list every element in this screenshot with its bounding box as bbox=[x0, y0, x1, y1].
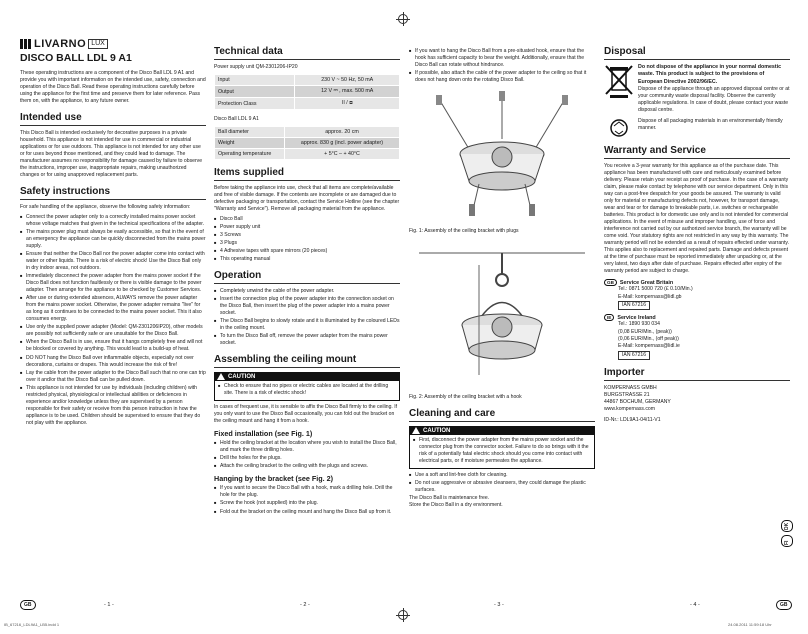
list-item: ■ This operating manual bbox=[214, 256, 400, 263]
caution-bar bbox=[409, 426, 595, 435]
technical-data-heading: Technical data bbox=[214, 46, 400, 60]
importer-line: 44867 BOCHUM, GERMANY bbox=[604, 399, 671, 406]
list-item: ■ The Disco Ball begins to slowly rotate and it is illuminated by the coloured LEDs in the ceiling mount. bbox=[214, 318, 400, 332]
hanging-list bbox=[214, 485, 400, 515]
assembly-heading: Assembling the ceiling mount bbox=[214, 354, 400, 368]
print-info-right: 24.08.2011 11:59:18 Uhr bbox=[728, 622, 772, 627]
list-item: ■ Connect the power adapter only to a correctly installed mains power socket whose voltage matches that given in the technical specifications of the adapter. bbox=[20, 214, 206, 228]
list-item: ■ Insert the connection plug of the power adapter into the connection socket on the Disco Ball, then insert the plug of the power adapter into a mains power socket. bbox=[214, 296, 400, 317]
intended-use-heading: Intended use bbox=[20, 112, 206, 126]
list-item: ■ 3 Screws bbox=[214, 232, 400, 239]
maintenance-text: The Disco Ball is maintenance free. bbox=[409, 495, 490, 502]
service-ie-heading: Service Ireland bbox=[617, 314, 656, 321]
table-row bbox=[215, 86, 400, 98]
tab-dk: DK bbox=[781, 520, 793, 532]
table-cell: approx. 20 cm bbox=[285, 127, 400, 138]
items-supplied-heading: Items supplied bbox=[214, 167, 400, 181]
brand-name: LIVARNO bbox=[34, 38, 87, 50]
page-number-3: - 3 - bbox=[494, 602, 504, 608]
disposal-weee bbox=[604, 64, 790, 114]
table-cell: Input bbox=[215, 75, 295, 86]
list-item: ■ When the Disco Ball is in use, ensure that it hangs completely free and will not be blocked or covered by anything. This would lead to a build-up of heat. bbox=[20, 339, 206, 353]
ie-badge: IE bbox=[604, 314, 614, 321]
table-cell: II / ⧈ bbox=[295, 98, 400, 110]
table-cell: approx. 830 g (incl. power adapter) bbox=[285, 138, 400, 149]
warning-icon bbox=[412, 427, 420, 434]
service-ie-rate-offpeak: (0,06 EUR/Min., (off peak)) bbox=[618, 336, 679, 343]
crossed-bin-icon bbox=[604, 64, 634, 98]
list-item: ■ After use or during extended absences, ALWAYS remove the power adapter from the mains power socket. Otherwise, the power adapter remains "live" for as long as it continues to be connected to the mains power socket. This it also consumes energy. bbox=[20, 295, 206, 323]
intended-use-text: This Disco Ball is intended exclusively for decorative purposes in a private household. This appliance is not intended for use in commercial or industrial applications or for use outdoors. This appliance is not intended for any other use or for uses beyond those mentioned, and they could lead to damage. The manufacturer assumes no responsibility for damage caused by failure to observe the instructions, improper use, inappropriate repairs, making unauthorized changes or for using unapproved replacement parts. bbox=[20, 130, 203, 179]
column-2 bbox=[214, 42, 400, 517]
list-item: ■ To turn the Disco Ball off, remove the power adapter from the mains power socket. bbox=[214, 333, 400, 347]
table-row bbox=[215, 127, 400, 138]
list-item: ■ Disco Ball bbox=[214, 216, 400, 223]
list-item: ■ DO NOT hang the Disco Ball over inflammable objects, especially not over decorations, curtains or drapes. This would increase the risk of fire! bbox=[20, 355, 206, 369]
figure-1-ceiling-bracket-plugs bbox=[409, 89, 595, 219]
service-gb-ian: IAN 67216 bbox=[618, 301, 650, 310]
disposal-bold-text: Do not dispose of the appliance in your normal domestic waste. This product is subject to the provisions of European Directive 2002/96/EC. bbox=[638, 64, 782, 85]
service-gb-heading: Service Great Britain bbox=[619, 279, 674, 286]
psu-label: Power supply unit QM-2301206-IP20 bbox=[214, 64, 298, 70]
table-row bbox=[215, 75, 400, 86]
list-item: ■ Do not use aggressive or abrasive cleansers, they could damage the plastic surfaces. bbox=[409, 480, 595, 494]
livarno-logo-icon bbox=[20, 39, 32, 49]
hook-list bbox=[409, 48, 595, 84]
warranty-text: You receive a 3-year warranty for this appliance as of the purchase date. This appliance has been manufactured with care and meticulously examined before delivery. Please retain your receipt as proof of purchase. In the case of a warranty claim, please make contact by telephone with our service department. Only in this way can a post-free despatch for your goods be assured. The warranty is valid only for material or manufacturing defects not, however, for transport damage, wear and tear or for damage to breakable parts, i.e. switches or rechargeable batteries. This product is for domestic use only and is not intended for commercial applications. In the event of misuse and improper handling, use of force and interference not carried out by our authorized service branch, the warranty will be come void. Your statutory rights are not restricted in any way by this warranty. The warranty period will not be extended as a result of repairs effected under warranty. This applies also to replacement and repaired parts. Damage and defects present at the time of purchase must be reported immediately after unpacking or, at the very latest, two days after date of purchase. Repairs effected after expiry of the warranty period are subject to charge. bbox=[604, 162, 789, 275]
list-item: ■ If possible, also attach the cable of the power adapter to the ceiling so that it does not hang down onto the rotating Disco Ball. bbox=[409, 70, 595, 84]
caution-box bbox=[409, 426, 595, 469]
packaging-text: Dispose of all packaging materials in an environmentally friendly manner. bbox=[638, 117, 783, 131]
warranty-heading: Warranty and Service bbox=[604, 145, 790, 159]
print-info-left: IB_67216_LDL9A1_LB5.indd 1 bbox=[4, 622, 60, 627]
operation-heading: Operation bbox=[214, 270, 400, 284]
disposal-text: Dispose of the appliance through an approved disposal centre or at your community waste disposal facility. Observe the currently applicable regulations. In case of doubt, please contact your waste disposal centre. bbox=[638, 85, 790, 113]
importer-line: www.kompernass.com bbox=[604, 406, 655, 413]
language-tabs bbox=[781, 520, 793, 547]
service-ie-tel: Tel.: 1890 930 034 bbox=[618, 321, 660, 328]
service-gb-mail: E-Mail: kompernass@lidl.gb bbox=[618, 293, 682, 300]
list-item: ■ If you want to hang the Disco Ball from a pre-situated hook, ensure that the hook has sufficient capacity to bear the weight. Additionally, ensure that the Disco Ball can rotate without hindrance. bbox=[409, 48, 595, 69]
list-item: ■ Power supply unit bbox=[214, 224, 400, 231]
table-cell: 12 V ⎓ , max. 500 mA bbox=[295, 86, 400, 98]
id-number: ID-Nr.: LDL9A1-04/11-V1 bbox=[604, 417, 661, 424]
assembly-text: In cases of frequent use, it is sensible to affix the Disco Ball firmly to the ceiling. If you only want to use the Disco Ball occasionally, you can fold out the bracket on the ceiling mount and hang it from a hook. bbox=[214, 404, 398, 425]
table-row bbox=[215, 149, 400, 160]
table-row bbox=[215, 138, 400, 149]
list-item: ■ Drill the holes for the plugs. bbox=[214, 455, 400, 462]
table-cell: Operating temperature bbox=[215, 149, 285, 160]
caution-label: CAUTION bbox=[228, 373, 256, 380]
caution-label: CAUTION bbox=[423, 427, 451, 434]
gb-badge: GB bbox=[604, 279, 617, 286]
importer-heading: Importer bbox=[604, 367, 790, 381]
figure-2-caption: Fig. 2: Assembly of the ceiling bracket with a hook bbox=[409, 394, 522, 401]
brand-logo bbox=[20, 38, 206, 50]
table-cell: Output bbox=[215, 86, 295, 98]
list-item: ■ Screw the hook (not supplied) into the plug. bbox=[214, 500, 400, 507]
service-ie-ian: IAN 67216 bbox=[618, 351, 650, 360]
hanging-heading: Hanging by the bracket (see Fig. 2) bbox=[214, 474, 334, 484]
storage-text: Store the Disco Ball in a dry environment. bbox=[409, 502, 503, 509]
column-1 bbox=[20, 38, 206, 428]
items-list bbox=[214, 216, 400, 263]
fixed-installation-heading: Fixed installation (see Fig. 1) bbox=[214, 429, 313, 439]
list-item: ■ Use a soft and lint-free cloth for cleaning. bbox=[409, 472, 595, 479]
table-cell: Protection Class bbox=[215, 98, 295, 110]
list-item: ■ Immediately disconnect the power adapter from the mains power socket if the Disco Ball does not function faultlessly or there is visible damage to the power adapter. Then arrange for the appliance to be checked by Customer Services. bbox=[20, 273, 206, 294]
service-ie-rate-peak: (0,08 EUR/Min., (peak)) bbox=[618, 328, 672, 335]
list-item: ■ Completely unwind the cable of the power adapter. bbox=[214, 288, 400, 295]
service-ie-mail: E-Mail: kompernass@lidl.ie bbox=[618, 343, 680, 350]
safety-heading: Safety instructions bbox=[20, 186, 206, 200]
disposal-packaging bbox=[604, 118, 790, 138]
product-title: DISCO BALL LDL 9 A1 bbox=[20, 52, 132, 64]
list-item: ■ Lay the cable from the power adapter to the Disco Ball such that no one can trip over it and/or that the Disco Ball can be pulled down. bbox=[20, 370, 206, 384]
service-gb bbox=[604, 279, 790, 310]
table-row bbox=[215, 98, 400, 110]
caution-text: ■ First, disconnect the power adapter from the mains power socket and the connector plug from the connector socket. Failure to do so brings with it the risk of a potentially fatal electric shock should you come into contact with electrical parts, or if moisture permeates the appliance. bbox=[413, 437, 591, 465]
page-number-1: - 1 - bbox=[104, 602, 114, 608]
cleaning-heading: Cleaning and care bbox=[409, 408, 595, 422]
safety-intro: For safe handling of the appliance, observe the following safety information: bbox=[20, 204, 191, 211]
brand-sub: LUX bbox=[88, 39, 108, 49]
safety-list bbox=[20, 214, 206, 426]
list-item: ■ Attach the ceiling bracket to the ceiling with the plugs and screws. bbox=[214, 463, 400, 470]
table-cell: + 5°C – + 40°C bbox=[285, 149, 400, 160]
column-4 bbox=[604, 42, 790, 424]
list-item: ■ This appliance is not intended for use by individuals (including children) with restricted physical, physiological or intellectual abilities or deficiences in experience and/or knowledge unless they are supervised by a person responsible for their safety or receive from this person instruction in how the appliance is to be used. Children should be supervised to ensure that they do not play with the appliance. bbox=[20, 385, 206, 427]
disposal-heading: Disposal bbox=[604, 46, 790, 60]
table-cell: 230 V ~ 50 Hz, 50 mA bbox=[295, 75, 400, 86]
recycling-icon bbox=[604, 118, 634, 138]
list-item: ■ If you want to secure the Disco Ball with a hook, mark a drilling hole. Drill the hole for the plug. bbox=[214, 485, 400, 499]
intro-text: These operating instructions are a component of the Disco Ball LDL 9 A1 and provide you with important information on the intended use, safety, connection and operation of the Disco Ball. Read these operating instructions carefully before using the appliance for the first time and preserve them for later reference. Pass them on, with the appliance, to any future owner. bbox=[20, 70, 206, 105]
list-item: ■ Use only the supplied power adapter (Model: QM-2301206IP20), other models are possibly not sufficiently safe or are unsuitable for the Disco Ball. bbox=[20, 324, 206, 338]
items-intro: Before taking the appliance into use, check that all items are complete/available and free of visible damage. If the contents are incomplete or are damaged due to defective packaging or transportation, contact the Service Hotline (see the chapter "Warranty and Service"). Remove all packaging material from the appliance. bbox=[214, 185, 400, 213]
ball-label: Disco Ball LDL 9 A1 bbox=[214, 116, 259, 123]
cleaning-list bbox=[409, 472, 595, 494]
list-item: ■ Ensure that neither the Disco Ball nor the power adapter come into contact with water or other liquids. There is a risk of electric shock! Use the Disco Ball only in dry indoor areas, not outdoors. bbox=[20, 251, 206, 272]
list-item: ■ Fold out the bracket on the ceiling mount and hang the Disco Ball up from it. bbox=[214, 509, 400, 516]
footer-gb-badge-right: GB bbox=[776, 600, 792, 610]
caution-box bbox=[214, 372, 400, 401]
list-item: ■ 3 Plugs bbox=[214, 240, 400, 247]
operation-list bbox=[214, 288, 400, 347]
fixed-list bbox=[214, 440, 400, 470]
tab-fi: FI bbox=[781, 535, 793, 547]
caution-text: ■ Check to ensure that no pipes or electric cables are located at the drilling site. There is a risk of electric shock! bbox=[218, 383, 396, 397]
importer-line: BURGSTRASSE 21 bbox=[604, 392, 650, 399]
ball-table bbox=[214, 126, 400, 160]
registration-mark-top bbox=[398, 14, 408, 24]
psu-table bbox=[214, 74, 400, 110]
service-ie bbox=[604, 314, 790, 360]
registration-mark-bottom bbox=[398, 610, 408, 620]
table-cell: Weight bbox=[215, 138, 285, 149]
list-item: ■ 4 Adhesive tapes with spare mirrors (20 pieces) bbox=[214, 248, 400, 255]
figure-2-ceiling-bracket-hook bbox=[409, 245, 595, 385]
footer-gb-badge-left: GB bbox=[20, 600, 36, 610]
page-number-2: - 2 - bbox=[300, 602, 310, 608]
page-number-4: - 4 - bbox=[690, 602, 700, 608]
caution-bar bbox=[214, 372, 400, 381]
figure-1-caption: Fig. 1: Assembly of the ceiling bracket with plugs bbox=[409, 228, 519, 235]
list-item: ■ The mains power plug must always be easily accessible, so that in the event of an emergency the appliance can be quickly disconnected from the mains power supply. bbox=[20, 229, 206, 250]
table-cell: Ball diameter bbox=[215, 127, 285, 138]
warning-icon bbox=[217, 373, 225, 380]
column-3 bbox=[409, 48, 595, 509]
service-gb-tel: Tel.: 0871 5000 720 (£ 0.10/Min.) bbox=[618, 286, 693, 293]
importer-line: KOMPERNASS GMBH bbox=[604, 385, 657, 392]
list-item: ■ Hold the ceiling bracket at the location where you wish to install the Disco Ball, and mark the three drilling holes. bbox=[214, 440, 400, 454]
